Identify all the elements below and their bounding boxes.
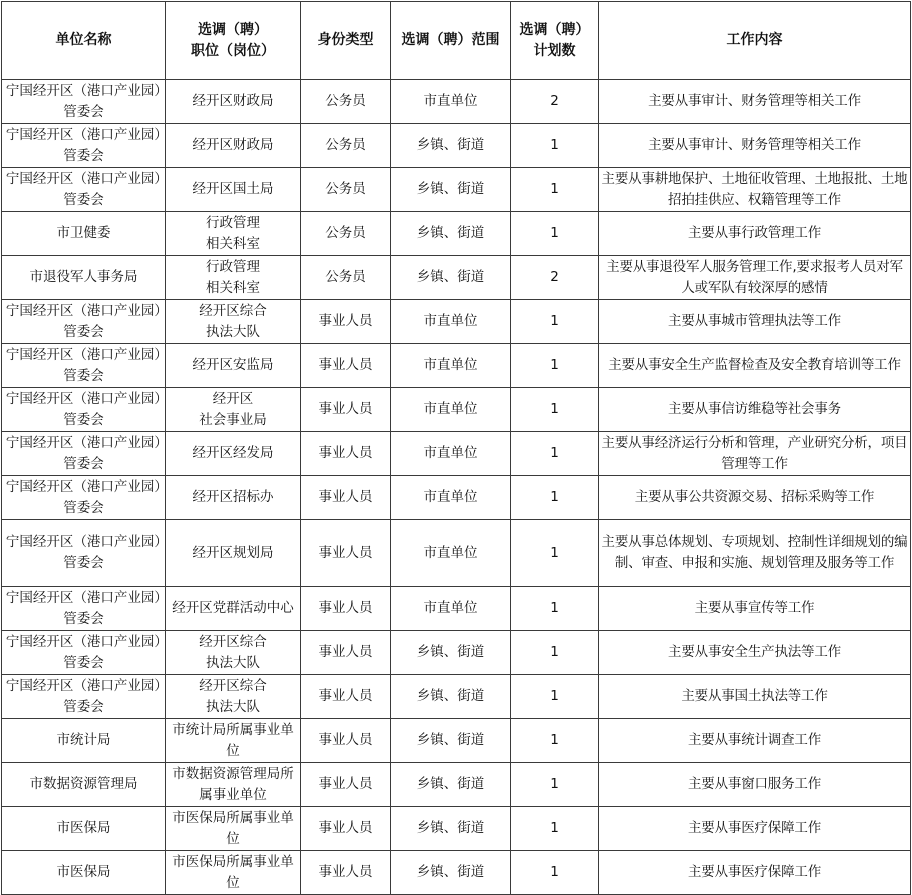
cell-unit: 宁国经开区（港口产业园）管委会 [2, 631, 166, 675]
cell-work: 主要从事审计、财务管理等相关工作 [599, 80, 911, 124]
cell-work: 主要从事城市管理执法等工作 [599, 300, 911, 344]
cell-work: 主要从事公共资源交易、招标采购等工作 [599, 476, 911, 520]
table-row [2, 388, 911, 432]
cell-count: 1 [511, 719, 599, 763]
cell-identity: 事业人员 [301, 587, 391, 631]
cell-work: 主要从事窗口服务工作 [599, 763, 911, 807]
cell-position-line1: 行政管理 [206, 214, 260, 231]
cell-identity: 公务员 [301, 124, 391, 168]
cell-count: 1 [511, 675, 599, 719]
cell-work: 主要从事总体规划、专项规划、控制性详细规划的编制、审查、申报和实施、规划管理及服务等工作 [599, 520, 911, 587]
cell-position [166, 256, 301, 300]
cell-scope: 乡镇、街道 [391, 631, 511, 675]
cell-count: 1 [511, 631, 599, 675]
cell-unit: 宁国经开区（港口产业园）管委会 [2, 476, 166, 520]
cell-position-line1: 经开区综合 [199, 302, 267, 319]
cell-identity: 事业人员 [301, 300, 391, 344]
cell-unit: 市医保局 [2, 851, 166, 895]
cell-position: 市医保局所属事业单位 [166, 851, 301, 895]
cell-identity: 公务员 [301, 212, 391, 256]
cell-scope: 市直单位 [391, 432, 511, 476]
cell-count: 1 [511, 344, 599, 388]
cell-count: 1 [511, 851, 599, 895]
cell-identity: 事业人员 [301, 344, 391, 388]
table-row [2, 807, 911, 851]
cell-unit: 市统计局 [2, 719, 166, 763]
cell-position-line1: 经开区综合 [199, 677, 267, 694]
cell-identity: 事业人员 [301, 807, 391, 851]
cell-unit: 宁国经开区（港口产业园）管委会 [2, 124, 166, 168]
cell-position-line2: 相关科室 [206, 279, 260, 296]
header-count-line1: 选调（聘） [519, 21, 590, 38]
table-row [2, 675, 911, 719]
cell-unit: 市数据资源管理局 [2, 763, 166, 807]
cell-count: 1 [511, 476, 599, 520]
cell-unit: 宁国经开区（港口产业园）管委会 [2, 432, 166, 476]
cell-count: 1 [511, 212, 599, 256]
cell-count: 1 [511, 388, 599, 432]
cell-count: 2 [511, 80, 599, 124]
cell-identity: 事业人员 [301, 432, 391, 476]
table-row [2, 763, 911, 807]
cell-work: 主要从事耕地保护、土地征收管理、土地报批、土地招拍挂供应、权籍管理等工作 [599, 168, 911, 212]
cell-position [166, 631, 301, 675]
header-identity: 身份类型 [301, 2, 391, 80]
cell-identity: 公务员 [301, 256, 391, 300]
cell-position [166, 675, 301, 719]
header-position [166, 2, 301, 80]
header-row [2, 2, 911, 80]
cell-scope: 市直单位 [391, 344, 511, 388]
cell-work: 主要从事审计、财务管理等相关工作 [599, 124, 911, 168]
table-row [2, 124, 911, 168]
cell-identity: 公务员 [301, 80, 391, 124]
cell-unit: 宁国经开区（港口产业园）管委会 [2, 168, 166, 212]
cell-identity: 事业人员 [301, 675, 391, 719]
header-position-line1: 选调（聘） [198, 21, 268, 38]
cell-work: 主要从事医疗保障工作 [599, 807, 911, 851]
cell-identity: 事业人员 [301, 719, 391, 763]
table-row [2, 168, 911, 212]
cell-position: 经开区规划局 [166, 520, 301, 587]
cell-identity: 事业人员 [301, 631, 391, 675]
table-row [2, 256, 911, 300]
cell-position [166, 212, 301, 256]
cell-work: 主要从事国土执法等工作 [599, 675, 911, 719]
cell-unit: 市卫健委 [2, 212, 166, 256]
cell-scope: 乡镇、街道 [391, 256, 511, 300]
table-row [2, 631, 911, 675]
cell-count: 1 [511, 124, 599, 168]
cell-scope: 乡镇、街道 [391, 168, 511, 212]
cell-position-line1: 经开区 [212, 390, 254, 407]
cell-position: 市统计局所属事业单位 [166, 719, 301, 763]
cell-unit: 宁国经开区（港口产业园）管委会 [2, 300, 166, 344]
cell-unit: 市医保局 [2, 807, 166, 851]
cell-work: 主要从事安全生产执法等工作 [599, 631, 911, 675]
cell-position-line2: 社会事业局 [199, 411, 267, 428]
cell-position-line1: 行政管理 [206, 258, 260, 275]
table-row [2, 476, 911, 520]
cell-count: 2 [511, 256, 599, 300]
cell-count: 1 [511, 432, 599, 476]
cell-count: 1 [511, 807, 599, 851]
cell-unit: 宁国经开区（港口产业园）管委会 [2, 344, 166, 388]
header-count [511, 2, 599, 80]
cell-unit: 宁国经开区（港口产业园）管委会 [2, 520, 166, 587]
header-position-line2: 职位（岗位） [191, 42, 275, 59]
cell-position: 经开区国土局 [166, 168, 301, 212]
cell-position-line2: 执法大队 [206, 323, 260, 340]
cell-count: 1 [511, 168, 599, 212]
cell-work: 主要从事统计调查工作 [599, 719, 911, 763]
cell-work: 主要从事退役军人服务管理工作,要求报考人员对军人或军队有较深厚的感情 [599, 256, 911, 300]
cell-scope: 乡镇、街道 [391, 807, 511, 851]
cell-scope: 乡镇、街道 [391, 675, 511, 719]
cell-identity: 公务员 [301, 168, 391, 212]
table-row [2, 520, 911, 587]
cell-position [166, 300, 301, 344]
cell-count: 1 [511, 587, 599, 631]
table-row [2, 432, 911, 476]
cell-scope: 市直单位 [391, 80, 511, 124]
cell-unit: 宁国经开区（港口产业园）管委会 [2, 587, 166, 631]
cell-identity: 事业人员 [301, 388, 391, 432]
header-unit: 单位名称 [2, 2, 166, 80]
table-row [2, 212, 911, 256]
cell-position-line2: 执法大队 [206, 698, 260, 715]
cell-work: 主要从事经济运行分析和管理，产业研究分析，项目管理等工作 [599, 432, 911, 476]
cell-position: 经开区财政局 [166, 124, 301, 168]
cell-position: 经开区党群活动中心 [166, 587, 301, 631]
header-work: 工作内容 [599, 2, 911, 80]
cell-scope: 市直单位 [391, 476, 511, 520]
cell-work: 主要从事信访维稳等社会事务 [599, 388, 911, 432]
table-row [2, 587, 911, 631]
cell-unit: 宁国经开区（港口产业园）管委会 [2, 80, 166, 124]
table-row [2, 300, 911, 344]
cell-position-line1: 经开区综合 [199, 633, 267, 650]
cell-scope: 市直单位 [391, 520, 511, 587]
cell-scope: 市直单位 [391, 388, 511, 432]
cell-identity: 事业人员 [301, 763, 391, 807]
cell-unit: 市退役军人事务局 [2, 256, 166, 300]
cell-scope: 乡镇、街道 [391, 851, 511, 895]
cell-count: 1 [511, 520, 599, 587]
cell-scope: 市直单位 [391, 587, 511, 631]
cell-scope: 乡镇、街道 [391, 763, 511, 807]
cell-position [166, 388, 301, 432]
cell-position-line2: 执法大队 [206, 654, 260, 671]
cell-position: 经开区财政局 [166, 80, 301, 124]
cell-unit: 宁国经开区（港口产业园）管委会 [2, 675, 166, 719]
cell-scope: 乡镇、街道 [391, 719, 511, 763]
cell-work: 主要从事医疗保障工作 [599, 851, 911, 895]
table-row [2, 851, 911, 895]
cell-scope: 市直单位 [391, 300, 511, 344]
cell-identity: 事业人员 [301, 520, 391, 587]
table-row [2, 719, 911, 763]
cell-position: 经开区经发局 [166, 432, 301, 476]
table-row [2, 344, 911, 388]
cell-work: 主要从事宣传等工作 [599, 587, 911, 631]
cell-position-line2: 相关科室 [206, 235, 260, 252]
header-count-line2: 计划数 [533, 42, 576, 59]
recruitment-table [1, 1, 911, 895]
cell-position: 经开区安监局 [166, 344, 301, 388]
cell-scope: 乡镇、街道 [391, 212, 511, 256]
cell-identity: 事业人员 [301, 476, 391, 520]
cell-work: 主要从事行政管理工作 [599, 212, 911, 256]
cell-work: 主要从事安全生产监督检查及安全教育培训等工作 [599, 344, 911, 388]
table-row [2, 80, 911, 124]
cell-position: 市数据资源管理局所属事业单位 [166, 763, 301, 807]
cell-position: 经开区招标办 [166, 476, 301, 520]
cell-count: 1 [511, 763, 599, 807]
cell-count: 1 [511, 300, 599, 344]
header-scope: 选调（聘）范围 [391, 2, 511, 80]
cell-scope: 乡镇、街道 [391, 124, 511, 168]
cell-identity: 事业人员 [301, 851, 391, 895]
cell-position: 市医保局所属事业单位 [166, 807, 301, 851]
cell-unit: 宁国经开区（港口产业园）管委会 [2, 388, 166, 432]
